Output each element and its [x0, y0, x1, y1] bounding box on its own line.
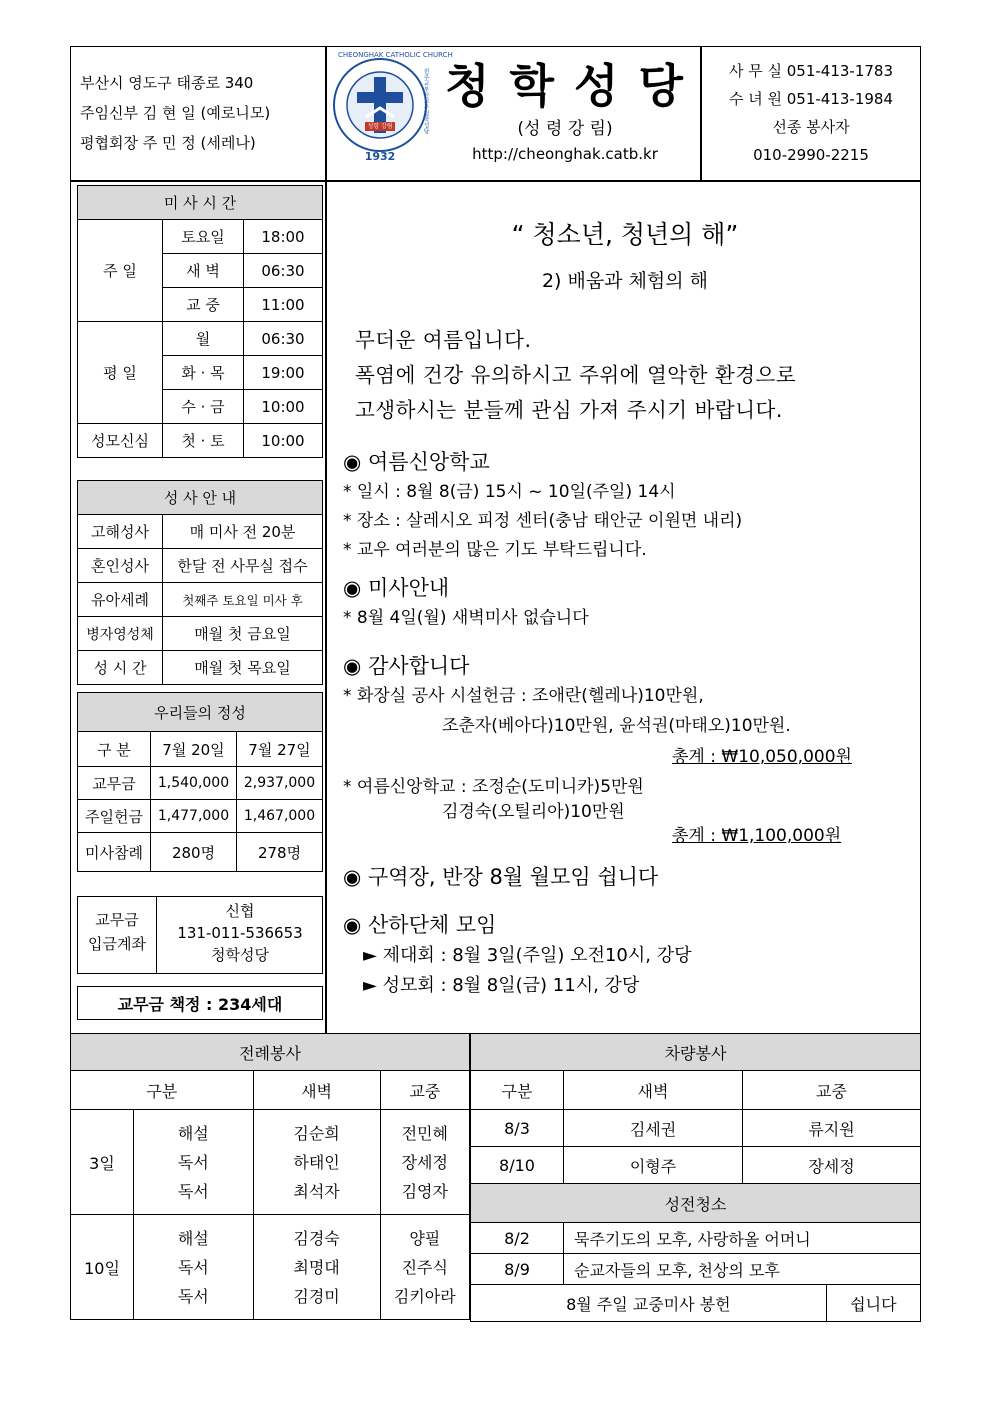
liturgy-header: 새벽	[253, 1071, 380, 1110]
intro-paragraph	[355, 323, 915, 428]
mass-day: 첫 · 토	[163, 424, 244, 458]
section-title: 구역장, 반장 8월 월모임 쉽니다	[368, 865, 659, 889]
account-bank: 신협	[225, 902, 255, 920]
summer-school-items	[343, 478, 742, 565]
offering-table	[77, 692, 323, 872]
account-holder: 청학성당	[211, 946, 269, 964]
contact-info	[702, 57, 920, 169]
bullet-icon: ◉	[343, 450, 362, 474]
vehicle-main: 장세정	[743, 1147, 921, 1184]
role: 독서	[177, 1152, 209, 1172]
mass-times-title: 미 사 시 간	[78, 186, 323, 220]
vehicle-date: 8/3	[471, 1110, 564, 1147]
section-title: 감사합니다	[368, 654, 470, 678]
sacrament-desc: 한달 전 사무실 접수	[163, 549, 323, 583]
cleaning-group: 묵주기도의 모후, 사랑하올 어머니	[564, 1223, 921, 1254]
theme-title: “ 청소년, 청년의 해”	[511, 220, 739, 249]
liturgy-date: 10일	[71, 1215, 134, 1320]
server-name: 김경미	[293, 1286, 340, 1306]
address: 부산시 영도구 태종로 340	[80, 74, 254, 92]
server-name: 김순희	[293, 1123, 340, 1143]
list-item: ► 제대회 : 8월 3일(주일) 오전10시, 강당	[363, 945, 692, 966]
list-item: * 장소 : 살레시오 피정 센터(충남 태안군 이원면 내리)	[343, 511, 743, 531]
bullet-icon: ◉	[343, 865, 362, 889]
vehicle-header: 새벽	[564, 1071, 743, 1110]
theme-subtitle: 2) 배움과 체험의 해	[541, 270, 709, 292]
vehicle-main: 류지원	[743, 1110, 921, 1147]
intro-line: 무더운 여름입니다.	[355, 328, 532, 352]
liturgy-dawn	[253, 1215, 380, 1320]
role: 독서	[177, 1286, 209, 1306]
section-groups	[343, 909, 496, 939]
sacrament-name: 혼인성사	[78, 549, 163, 583]
vehicle-title: 차량봉사	[471, 1034, 921, 1071]
server-name: 장세정	[401, 1152, 448, 1172]
sacrament-name: 병자영성체	[78, 617, 163, 651]
server-name: 전민혜	[401, 1123, 448, 1143]
sacraments-table	[77, 480, 323, 685]
households-text: 교무금 책정 : 234세대	[117, 995, 283, 1014]
mass-day: 교 중	[163, 288, 244, 322]
server-name: 진주식	[401, 1257, 448, 1277]
mission-phone: 010-2990-2215	[753, 146, 869, 164]
thanks-line: 김경숙(오틸리아)10만원	[442, 802, 625, 822]
cleaning-group: 순교자들의 모후, 천상의 모후	[564, 1254, 921, 1285]
thanks-line: 조춘자(베아다)10만원, 윤석권(마태오)10만원.	[442, 716, 791, 736]
council-president: 평협회장 주 민 정 (세레나)	[80, 134, 256, 152]
server-name: 김키아라	[393, 1286, 456, 1306]
sacrament-name: 성 시 간	[78, 651, 163, 685]
list-item: * 8월 4일(월) 새벽미사 없습니다	[343, 608, 589, 628]
mass-day: 월	[163, 322, 244, 356]
offering-header: 7월 20일	[151, 732, 237, 767]
offer-value: 쉽니다	[826, 1285, 920, 1322]
server-name: 김경숙	[293, 1228, 340, 1248]
header-divider-left	[325, 46, 327, 182]
logo-arc-text: CHEONGHAK CATHOLIC CHURCH	[338, 51, 453, 59]
liturgy-roles	[134, 1110, 254, 1215]
thanks-total: 총계 : ₩10,050,000원	[672, 747, 852, 767]
vehicle-table	[470, 1033, 921, 1184]
account-details	[157, 900, 323, 966]
section-title: 미사안내	[368, 576, 450, 600]
parish-info	[80, 68, 324, 158]
role: 독서	[177, 1181, 209, 1201]
liturgy-main	[380, 1215, 469, 1320]
sacrament-desc: 매월 첫 금요일	[163, 617, 323, 651]
liturgy-date: 3일	[71, 1110, 134, 1215]
offering-label: 미사참례	[78, 833, 151, 872]
list-item: * 교우 여러분의 많은 기도 부탁드립니다.	[343, 540, 647, 560]
role: 독서	[177, 1257, 209, 1277]
marian-label: 성모신심	[78, 424, 163, 458]
server-name: 하태인	[293, 1152, 340, 1172]
mass-day: 토요일	[163, 220, 244, 254]
account-label-line1: 교무금	[95, 911, 139, 929]
cleaning-title: 성전청소	[471, 1184, 921, 1223]
bullet-icon: ◉	[343, 913, 362, 937]
cleaning-table	[470, 1183, 921, 1322]
logo-side-text: 천주교부산교구청학성당	[422, 68, 429, 134]
mass-time: 10:00	[244, 424, 323, 458]
section-meeting-off	[343, 861, 658, 891]
convent-phone: 수 녀 원 051-413-1984	[728, 90, 894, 108]
weekday-label: 평 일	[78, 322, 163, 424]
liturgy-roles	[134, 1215, 254, 1320]
liturgy-title: 전례봉사	[71, 1034, 470, 1071]
section-title: 여름신앙학교	[368, 450, 490, 474]
server-name: 최석자	[293, 1181, 340, 1201]
thanks-line: * 여름신앙학교 : 조정순(도미니카)5만원	[343, 777, 644, 797]
server-name: 김영자	[401, 1181, 448, 1201]
offering-label: 교무금	[78, 767, 151, 800]
intro-line: 고생하시는 분들께 관심 가져 주시기 바랍니다.	[355, 398, 783, 422]
liturgy-table	[70, 1033, 470, 1320]
mass-time: 19:00	[244, 356, 323, 390]
sacrament-desc: 첫째주 토요일 미사 후	[163, 583, 323, 617]
mass-day: 새 벽	[163, 254, 244, 288]
account-label	[78, 908, 156, 956]
cleaning-date: 8/9	[471, 1254, 564, 1285]
middle-divider	[325, 180, 327, 1035]
sacraments-title: 성 사 안 내	[78, 481, 323, 515]
intro-line: 폭염에 건강 유의하시고 주위에 열악한 환경으로	[355, 363, 797, 387]
sacrament-name: 유아세례	[78, 583, 163, 617]
liturgy-main	[380, 1110, 469, 1215]
vehicle-date: 8/10	[471, 1147, 564, 1184]
role: 해설	[177, 1123, 209, 1143]
section-summer-school	[343, 446, 490, 476]
thanks-total: 총계 : ₩1,100,000원	[672, 826, 842, 846]
mass-day: 수 · 금	[163, 390, 244, 424]
church-logo	[330, 50, 453, 168]
offering-value: 2,937,000	[237, 767, 323, 800]
bullet-icon: ◉	[343, 576, 362, 600]
offer-label: 8월 주일 교중미사 봉헌	[471, 1285, 827, 1322]
account-number: 131-011-536653	[177, 924, 303, 942]
liturgy-header: 교중	[380, 1071, 469, 1110]
mission-label: 선종 봉사자	[772, 118, 850, 136]
mass-time: 11:00	[244, 288, 323, 322]
vehicle-header: 교중	[743, 1071, 921, 1110]
offering-label: 주일헌금	[78, 800, 151, 833]
sunday-label: 주 일	[78, 220, 163, 322]
church-subtitle: (성 령 강 림)	[517, 119, 613, 139]
group-meetings	[363, 941, 691, 1001]
sacrament-desc: 매월 첫 목요일	[163, 651, 323, 685]
server-name: 양필	[409, 1228, 441, 1248]
thanks-line: * 화장실 공사 시설헌금 : 조애란(헬레나)10만원,	[343, 686, 704, 706]
vehicle-dawn: 이형주	[564, 1147, 743, 1184]
mass-notice-items	[343, 604, 589, 633]
mass-time: 06:30	[244, 254, 323, 288]
mass-time: 06:30	[244, 322, 323, 356]
list-item: ► 성모회 : 8월 8일(금) 11시, 강당	[363, 975, 640, 996]
offering-value: 1,467,000	[237, 800, 323, 833]
logo-badge: 성령 강림	[367, 123, 393, 130]
sacrament-name: 고해성사	[78, 515, 163, 549]
sacrament-desc: 매 미사 전 20분	[163, 515, 323, 549]
mass-day: 화 · 목	[163, 356, 244, 390]
pastor: 주임신부 김 현 일 (예로니모)	[80, 104, 271, 122]
mass-times-table	[77, 185, 323, 458]
offering-value: 1,477,000	[151, 800, 237, 833]
section-thanks	[343, 650, 469, 680]
role: 해설	[177, 1228, 209, 1248]
church-title: 청 학 성 당	[445, 59, 685, 113]
vehicle-header: 구분	[471, 1071, 564, 1110]
liturgy-header: 구분	[71, 1071, 254, 1110]
list-item: * 일시 : 8월 8(금) 15시 ~ 10일(주일) 14시	[343, 482, 676, 502]
church-url[interactable]: http://cheonghak.catb.kr	[472, 145, 658, 163]
mass-time: 18:00	[244, 220, 323, 254]
account-label-line2: 입금계좌	[88, 935, 146, 953]
offering-value: 280명	[151, 833, 237, 872]
logo-year: 1932	[364, 150, 396, 163]
offering-header: 구 분	[78, 732, 151, 767]
mass-time: 10:00	[244, 390, 323, 424]
offering-value: 278명	[237, 833, 323, 872]
cleaning-date: 8/2	[471, 1223, 564, 1254]
office-phone: 사 무 실 051-413-1783	[728, 62, 894, 80]
server-name: 최명대	[293, 1257, 340, 1277]
offering-value: 1,540,000	[151, 767, 237, 800]
offering-title: 우리들의 정성	[78, 693, 323, 732]
offering-header: 7월 27일	[237, 732, 323, 767]
section-title: 산하단체 모임	[368, 913, 497, 937]
bullet-icon: ◉	[343, 654, 362, 678]
vehicle-dawn: 김세권	[564, 1110, 743, 1147]
section-mass-notice	[343, 572, 449, 602]
liturgy-dawn	[253, 1110, 380, 1215]
